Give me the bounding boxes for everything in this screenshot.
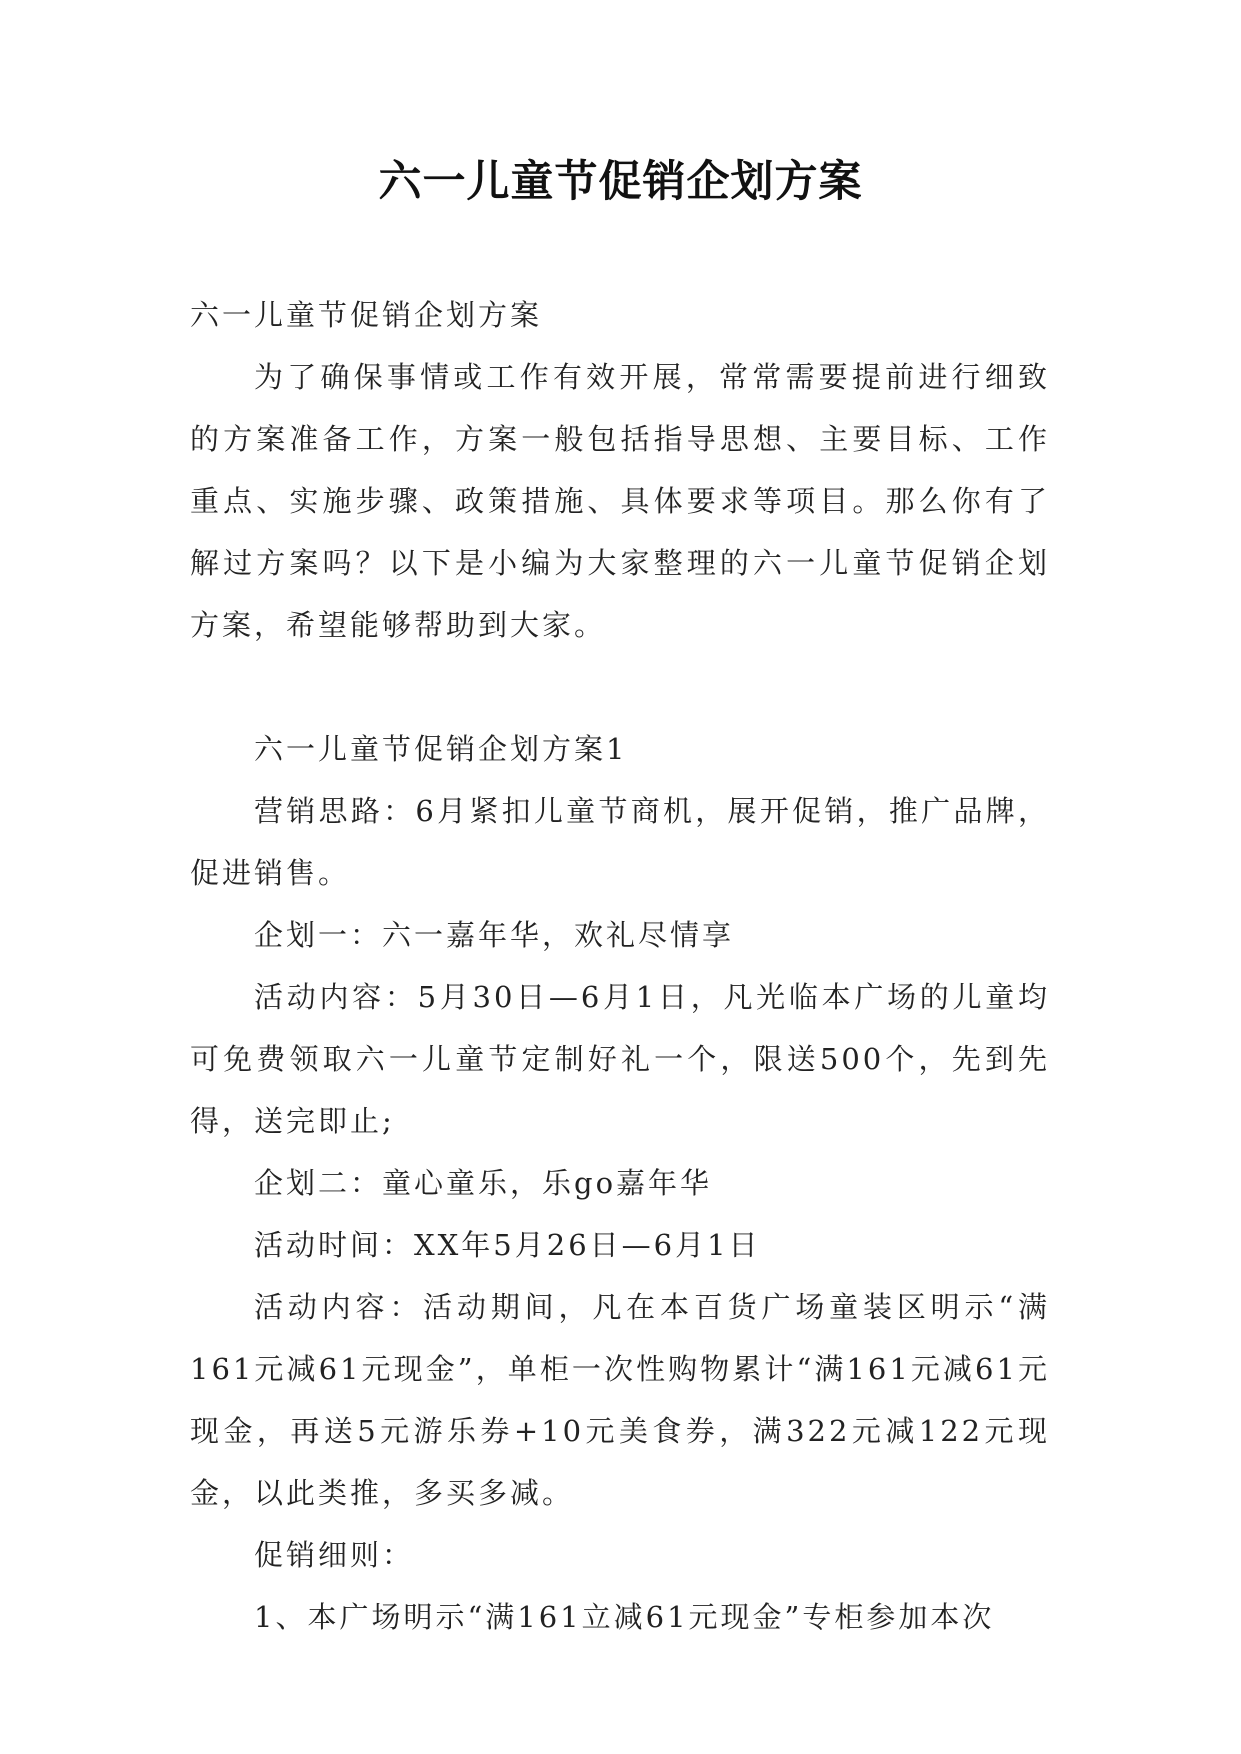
plan-two-heading: 企划二：童心童乐，乐go嘉年华 [254,1166,713,1200]
plan-one-content: 活动内容：5月30日—6月1日，凡光临本广场的儿童均可免费领取六一儿童节定制好礼一个，限送500个，先到先得，送完即止; [190,980,1050,1138]
marketing-idea-paragraph: 营销思路：6月紧扣儿童节商机，展开促销，推广品牌，促进销售。 [190,794,1050,890]
intro-paragraph: 为了确保事情或工作有效开展，常常需要提前进行细致的方案准备工作，方案一般包括指导思想、主要目标、工作重点、实施步骤、政策措施、具体要求等项目。那么你有了解过方案吗？以下是小编为大家整理的六一儿童节促销企划方案，希望能够帮助到大家。 [190,360,1050,642]
plan-two-time: 活动时间：XX年5月26日—6月1日 [254,1228,761,1262]
section-heading: 六一儿童节促销企划方案1 [254,732,628,766]
plan-two-content: 活动内容：活动期间，凡在本百货广场童装区明示“满161元减61元现金”，单柜一次性购物累计“满161元减61元现金，再送5元游乐券+10元美食券，满322元减122元现金，以此类推，多买多减。 [190,1290,1050,1510]
document-subtitle: 六一儿童节促销企划方案 [190,298,543,332]
plan-one-heading: 企划一：六一嘉年华，欢礼尽情享 [254,918,735,952]
paragraph-spacer [190,656,1050,718]
document-title: 六一儿童节促销企划方案 [378,157,863,207]
promotion-rules-heading: 促销细则： [254,1538,415,1572]
document-body [190,284,1050,1648]
promotion-rule-item: 1、本广场明示“满161立减61元现金”专柜参加本次 [254,1600,995,1634]
